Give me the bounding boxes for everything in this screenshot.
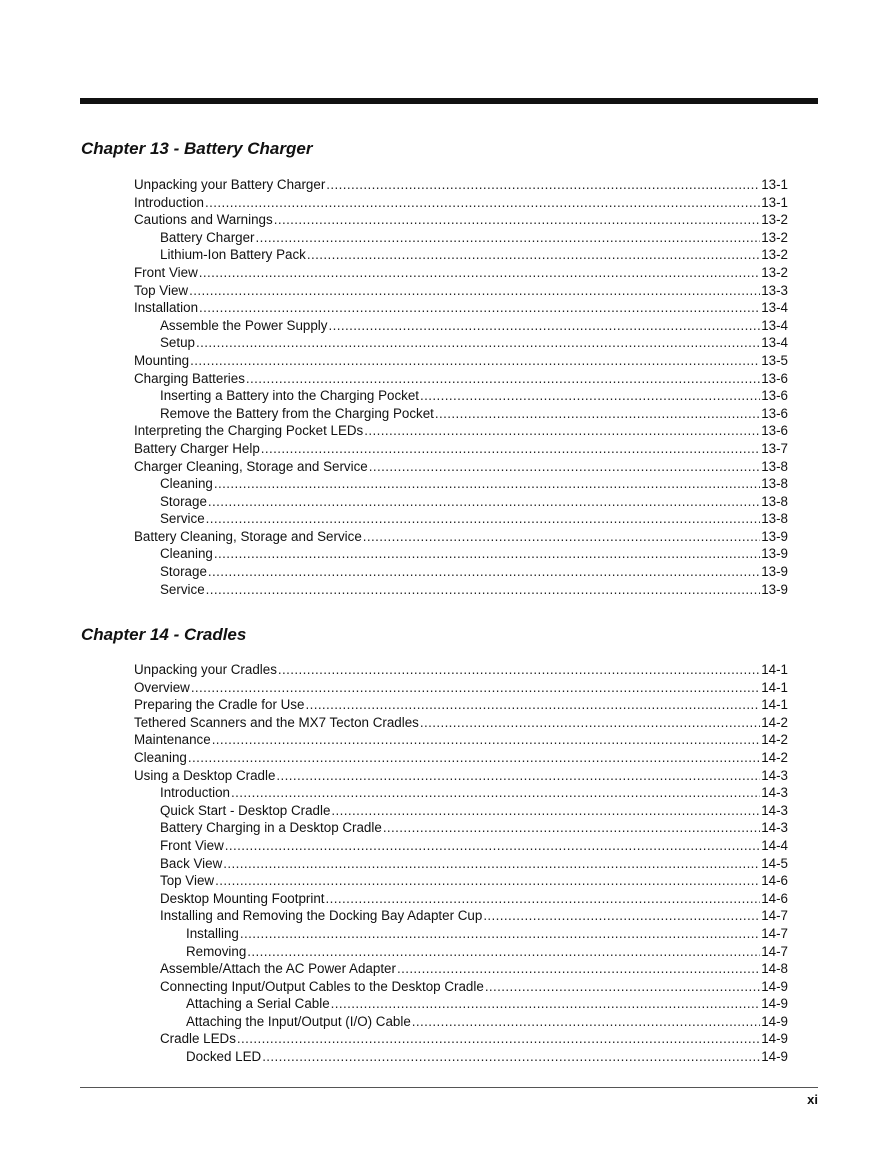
toc-leader-dots	[483, 907, 760, 925]
toc-entry-page: 13-9	[761, 528, 788, 544]
toc-entry[interactable]	[134, 422, 788, 440]
toc-entry[interactable]	[160, 855, 788, 873]
toc-leader-dots	[485, 978, 760, 996]
toc-entry[interactable]	[160, 545, 788, 563]
toc-entry-label: Installing	[186, 925, 239, 941]
toc-entry-page: 14-3	[761, 802, 788, 818]
toc-entry-page: 14-6	[761, 873, 788, 889]
toc-entry-page: 14-1	[761, 662, 788, 677]
toc-entry[interactable]	[160, 493, 788, 511]
toc-entry[interactable]	[134, 696, 788, 714]
toc-leader-dots	[261, 440, 760, 458]
toc-leader-dots	[199, 264, 760, 282]
toc-leader-dots	[412, 1013, 760, 1031]
toc-entry-page: 14-1	[761, 679, 788, 695]
toc-entry-label: Battery Charger Help	[134, 440, 260, 456]
toc-entry-page: 13-9	[761, 546, 788, 562]
toc-entry-page: 14-3	[761, 767, 788, 783]
toc-entry[interactable]	[134, 299, 788, 317]
toc-leader-dots	[331, 995, 761, 1013]
toc-entry[interactable]	[160, 1030, 788, 1048]
toc-entry[interactable]	[160, 872, 788, 890]
toc-entry-label: Top View	[160, 873, 215, 889]
toc-entry-label: Front View	[134, 264, 198, 280]
toc-entry-label: Desktop Mounting Footprint	[160, 890, 325, 906]
toc-entry-page: 14-9	[761, 978, 788, 994]
toc-leader-dots	[215, 872, 760, 890]
toc-entry[interactable]	[160, 960, 788, 978]
toc-leader-dots	[237, 1030, 760, 1048]
toc-entry[interactable]	[160, 229, 788, 247]
toc-leader-dots	[188, 749, 760, 767]
toc-leader-dots	[369, 458, 760, 476]
toc-entry-page: 13-9	[761, 581, 788, 597]
toc-entry-page: 13-5	[761, 352, 788, 368]
toc-leader-dots	[214, 475, 760, 493]
toc-entry-label: Maintenance	[134, 732, 211, 748]
toc-entry-page: 14-3	[761, 820, 788, 836]
toc-leader-dots	[274, 211, 760, 229]
toc-entry-page: 13-6	[761, 423, 788, 439]
toc-entry-label: Cleaning	[160, 476, 213, 492]
toc-entry-label: Assemble the Power Supply	[160, 317, 328, 333]
toc-leader-dots	[190, 352, 760, 370]
toc-entry[interactable]	[160, 334, 788, 352]
toc-leader-dots	[383, 819, 760, 837]
toc-entry-page: 13-4	[761, 300, 788, 316]
toc-entry-label: Remove the Battery from the Charging Pocket	[160, 405, 434, 421]
toc-leader-dots	[363, 528, 760, 546]
toc-entry[interactable]	[160, 819, 788, 837]
toc-entry[interactable]	[134, 352, 788, 370]
toc-entry-page: 14-2	[761, 749, 788, 765]
toc-leader-dots	[246, 370, 760, 388]
toc-entry[interactable]	[134, 440, 788, 458]
toc-entry-page: 14-7	[761, 943, 788, 959]
toc-entry-label: Introduction	[134, 194, 204, 210]
toc-entry[interactable]	[134, 176, 788, 194]
toc-entry[interactable]	[186, 925, 788, 943]
toc-leader-dots	[262, 1048, 760, 1066]
toc-entry-label: Installing and Removing the Docking Bay Adapter Cup	[160, 908, 483, 924]
toc-leader-dots	[212, 731, 761, 749]
toc-entry-label: Top View	[134, 282, 189, 298]
toc-entry-label: Attaching the Input/Output (I/O) Cable	[186, 1013, 411, 1029]
toc-leader-dots	[256, 229, 761, 247]
toc-entry-label: Mounting	[134, 352, 190, 368]
toc-entry[interactable]	[134, 211, 788, 229]
toc-entry-page: 14-2	[761, 714, 788, 730]
toc-leader-dots	[276, 767, 760, 785]
toc-entry-label: Service	[160, 581, 205, 597]
toc-entry[interactable]	[160, 563, 788, 581]
toc-leader-dots	[191, 679, 760, 697]
toc-leader-dots	[278, 661, 760, 679]
page-number: xi	[807, 1092, 818, 1107]
toc-entry-page: 13-2	[761, 264, 788, 280]
toc-entry-label: Service	[160, 511, 205, 527]
toc-entry[interactable]	[160, 510, 788, 528]
toc-entry[interactable]	[134, 264, 788, 282]
toc-entry[interactable]	[160, 246, 788, 264]
toc-leader-dots	[305, 696, 760, 714]
toc-entry[interactable]	[134, 194, 788, 212]
toc-leader-dots	[435, 405, 760, 423]
toc-entry[interactable]	[160, 837, 788, 855]
toc-leader-dots	[307, 246, 760, 264]
top-rule	[80, 98, 818, 104]
toc-leader-dots	[247, 943, 760, 961]
toc-entry[interactable]	[186, 995, 788, 1013]
toc-entry-page: 14-5	[761, 855, 788, 871]
toc-entry[interactable]	[160, 978, 788, 996]
toc-entry-page: 14-9	[761, 1013, 788, 1029]
toc-entry-page: 13-8	[761, 476, 788, 492]
toc-entry-page: 14-9	[761, 1049, 788, 1065]
toc-entry-page: 13-2	[761, 212, 788, 228]
toc-entry-label: Storage	[160, 564, 207, 580]
toc-entry[interactable]	[160, 475, 788, 493]
chapter-14-title: Chapter 14 - Cradles	[81, 625, 247, 644]
toc-entry-page: 14-9	[761, 996, 788, 1012]
toc-entry[interactable]	[134, 528, 788, 546]
toc-leader-dots	[326, 890, 761, 908]
toc-entry-label: Using a Desktop Cradle	[134, 767, 276, 783]
toc-entry-label: Removing	[186, 943, 247, 959]
toc-entry-page: 13-8	[761, 493, 788, 509]
toc-entry-page: 13-2	[761, 247, 788, 263]
toc-entry-label: Overview	[134, 679, 190, 695]
toc-entry-label: Cradle LEDs	[160, 1031, 236, 1047]
toc-leader-dots	[240, 925, 760, 943]
toc-leader-dots	[231, 784, 760, 802]
toc-entry-label: Storage	[160, 493, 207, 509]
chapter-13-title: Chapter 13 - Battery Charger	[81, 139, 313, 158]
toc-entry[interactable]	[134, 458, 788, 476]
toc-leader-dots	[328, 317, 760, 335]
toc-leader-dots	[214, 545, 760, 563]
toc-entry-page: 13-1	[761, 177, 788, 192]
toc-entry[interactable]	[160, 784, 788, 802]
toc-entry-page: 14-3	[761, 785, 788, 801]
toc-entry-label: Cleaning	[134, 749, 187, 765]
toc-leader-dots	[196, 334, 760, 352]
toc-leader-dots	[206, 510, 761, 528]
toc-entry-label: Installation	[134, 300, 199, 316]
toc-entry-page: 13-6	[761, 405, 788, 421]
toc-entry[interactable]	[134, 282, 788, 300]
toc-leader-dots	[206, 581, 761, 599]
toc-entry[interactable]	[160, 581, 788, 599]
toc-entry[interactable]	[160, 802, 788, 820]
toc-entry-label: Tethered Scanners and the MX7 Tecton Cradles	[134, 714, 419, 730]
toc-entry[interactable]	[134, 731, 788, 749]
toc-entry[interactable]	[160, 387, 788, 405]
toc-entry-label: Cautions and Warnings	[134, 212, 273, 228]
toc-entry-page: 13-6	[761, 388, 788, 404]
toc-entry[interactable]	[186, 1048, 788, 1066]
toc-entry-page: 13-1	[761, 194, 788, 210]
toc-entry[interactable]	[160, 405, 788, 423]
toc-entry[interactable]	[134, 749, 788, 767]
toc-entry-label: Battery Cleaning, Storage and Service	[134, 528, 362, 544]
toc-leader-dots	[331, 802, 760, 820]
toc-leader-dots	[420, 387, 760, 405]
toc-entry[interactable]	[160, 317, 788, 335]
toc-entry-label: Attaching a Serial Cable	[186, 996, 330, 1012]
toc-entry-page: 13-2	[761, 229, 788, 245]
toc-leader-dots	[205, 194, 760, 212]
toc-entry-page: 14-1	[761, 697, 788, 713]
toc-entry-label: Interpreting the Charging Pocket LEDs	[134, 423, 364, 439]
toc-entry-label: Back View	[160, 855, 223, 871]
chapter-13-toc	[0, 176, 892, 598]
toc-entry-label: Unpacking your Battery Charger	[134, 177, 326, 192]
toc-entry[interactable]	[134, 661, 788, 679]
toc-entry-page: 14-2	[761, 732, 788, 748]
toc-entry[interactable]	[160, 907, 788, 925]
toc-entry-label: Quick Start - Desktop Cradle	[160, 802, 331, 818]
toc-entry-page: 14-8	[761, 961, 788, 977]
toc-leader-dots	[420, 714, 760, 732]
toc-leader-dots	[199, 299, 760, 317]
toc-entry-page: 13-4	[761, 335, 788, 351]
toc-entry-label: Cleaning	[160, 546, 213, 562]
toc-entry-label: Charger Cleaning, Storage and Service	[134, 458, 368, 474]
toc-entry-page: 13-6	[761, 370, 788, 386]
toc-leader-dots	[223, 855, 760, 873]
toc-entry-page: 13-7	[761, 440, 788, 456]
toc-leader-dots	[208, 493, 760, 511]
toc-entry[interactable]	[134, 767, 788, 785]
toc-leader-dots	[208, 563, 760, 581]
toc-leader-dots	[326, 176, 760, 194]
toc-entry-label: Introduction	[160, 785, 230, 801]
toc-leader-dots	[364, 422, 760, 440]
toc-entry-page: 14-7	[761, 925, 788, 941]
toc-entry-label: Preparing the Cradle for Use	[134, 697, 305, 713]
toc-entry-label: Lithium-Ion Battery Pack	[160, 247, 306, 263]
toc-leader-dots	[225, 837, 760, 855]
toc-entry-page: 13-8	[761, 511, 788, 527]
toc-entry-label: Inserting a Battery into the Charging Pocket	[160, 388, 420, 404]
toc-entry-page: 13-9	[761, 564, 788, 580]
toc-entry[interactable]	[134, 370, 788, 388]
toc-entry-label: Connecting Input/Output Cables to the Desktop Cradle	[160, 978, 484, 994]
toc-entry-label: Docked LED	[186, 1049, 262, 1065]
bottom-rule	[80, 1087, 818, 1088]
toc-entry[interactable]	[134, 679, 788, 697]
toc-entry-label: Assemble/Attach the AC Power Adapter	[160, 961, 396, 977]
toc-entry[interactable]	[134, 714, 788, 732]
toc-entry-page: 14-9	[761, 1031, 788, 1047]
toc-entry-label: Battery Charging in a Desktop Cradle	[160, 820, 382, 836]
toc-entry-label: Unpacking your Cradles	[134, 662, 277, 677]
toc-entry-label: Front View	[160, 837, 224, 853]
toc-entry-page: 13-8	[761, 458, 788, 474]
toc-entry-page: 13-3	[761, 282, 788, 298]
toc-entry-page: 14-4	[761, 837, 788, 853]
toc-entry-page: 14-6	[761, 890, 788, 906]
toc-entry[interactable]	[186, 943, 788, 961]
toc-entry-page: 14-7	[761, 908, 788, 924]
toc-entry[interactable]	[160, 890, 788, 908]
toc-entry-label: Charging Batteries	[134, 370, 245, 386]
toc-entry-page: 13-4	[761, 317, 788, 333]
toc-leader-dots	[189, 282, 760, 300]
chapter-14-toc	[0, 661, 892, 1066]
toc-leader-dots	[397, 960, 760, 978]
toc-entry-label: Battery Charger	[160, 229, 255, 245]
toc-entry[interactable]	[186, 1013, 788, 1031]
toc-entry-label: Setup	[160, 335, 195, 351]
